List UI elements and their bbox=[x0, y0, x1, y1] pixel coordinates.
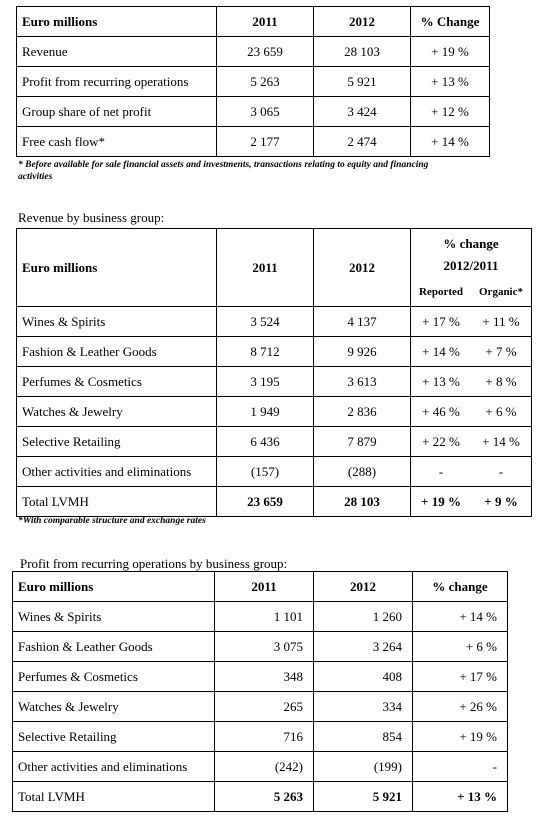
profit-value-2011: 3 075 bbox=[215, 632, 314, 662]
summary-value-2012: 5 921 bbox=[314, 67, 411, 97]
summary-row bbox=[17, 97, 490, 127]
revenue-header-2012: 2012 bbox=[314, 229, 411, 307]
revenue-value-2011: 3 195 bbox=[217, 367, 314, 397]
revenue-value-organic: + 14 % bbox=[471, 427, 532, 457]
revenue-header-2011: 2011 bbox=[217, 229, 314, 307]
profit-row bbox=[13, 602, 508, 632]
revenue-total-row bbox=[17, 487, 532, 517]
profit-value-change: + 17 % bbox=[413, 662, 508, 692]
revenue-value-reported: + 22 % bbox=[411, 427, 472, 457]
summary-value-2011: 3 065 bbox=[217, 97, 314, 127]
summary-value-2011: 5 263 bbox=[217, 67, 314, 97]
profit-row-label: Selective Retailing bbox=[13, 722, 215, 752]
revenue-row bbox=[17, 427, 532, 457]
revenue-value-reported: + 46 % bbox=[411, 397, 472, 427]
profit-value-2011: 716 bbox=[215, 722, 314, 752]
profit-header-label: Euro millions bbox=[13, 572, 215, 602]
revenue-footnote: *With comparable structure and exchange rates bbox=[18, 516, 206, 526]
summary-header-change: % Change bbox=[411, 7, 490, 37]
summary-value-change: + 19 % bbox=[411, 37, 490, 67]
revenue-value-reported: + 17 % bbox=[411, 307, 472, 337]
revenue-caption: Revenue by business group: bbox=[18, 210, 165, 225]
revenue-row bbox=[17, 367, 532, 397]
summary-value-2012: 3 424 bbox=[314, 97, 411, 127]
summary-value-change: + 13 % bbox=[411, 67, 490, 97]
summary-value-2012: 28 103 bbox=[314, 37, 411, 67]
summary-row-label: Profit from recurring operations bbox=[17, 67, 217, 97]
profit-value-change: + 6 % bbox=[413, 632, 508, 662]
revenue-value-2012: 7 879 bbox=[314, 427, 411, 457]
profit-row-label: Fashion & Leather Goods bbox=[13, 632, 215, 662]
profit-value-change: + 19 % bbox=[413, 722, 508, 752]
revenue-value-organic: + 6 % bbox=[471, 397, 532, 427]
revenue-header-organic: Organic* bbox=[471, 277, 532, 307]
revenue-value-2011: 6 436 bbox=[217, 427, 314, 457]
profit-row-label: Total LVMH bbox=[13, 782, 215, 812]
summary-header-row bbox=[17, 7, 490, 37]
revenue-value-organic: - bbox=[471, 457, 532, 487]
revenue-value-organic: + 8 % bbox=[471, 367, 532, 397]
profit-body bbox=[13, 602, 508, 812]
profit-row-label: Other activities and eliminations bbox=[13, 752, 215, 782]
revenue-value-2012: 2 836 bbox=[314, 397, 411, 427]
summary-row bbox=[17, 67, 490, 97]
profit-value-2011: 348 bbox=[215, 662, 314, 692]
profit-value-2011: 265 bbox=[215, 692, 314, 722]
revenue-header-row-1 bbox=[17, 229, 532, 256]
profit-row-label: Wines & Spirits bbox=[13, 602, 215, 632]
profit-row bbox=[13, 692, 508, 722]
profit-value-2011: (242) bbox=[215, 752, 314, 782]
revenue-value-reported: + 19 % bbox=[411, 487, 472, 517]
profit-row-label: Watches & Jewelry bbox=[13, 692, 215, 722]
summary-value-2011: 2 177 bbox=[217, 127, 314, 157]
profit-value-change: - bbox=[413, 752, 508, 782]
profit-value-2012: 408 bbox=[314, 662, 413, 692]
summary-table bbox=[16, 6, 490, 157]
revenue-value-2011: (157) bbox=[217, 457, 314, 487]
summary-row bbox=[17, 37, 490, 67]
profit-total-row bbox=[13, 782, 508, 812]
profit-header-2012: 2012 bbox=[314, 572, 413, 602]
revenue-value-organic: + 7 % bbox=[471, 337, 532, 367]
revenue-value-2012: 3 613 bbox=[314, 367, 411, 397]
revenue-body bbox=[17, 307, 532, 517]
revenue-value-organic: + 9 % bbox=[471, 487, 532, 517]
revenue-value-reported: - bbox=[411, 457, 472, 487]
summary-row-label: Revenue bbox=[17, 37, 217, 67]
profit-row-label: Perfumes & Cosmetics bbox=[13, 662, 215, 692]
revenue-value-reported: + 13 % bbox=[411, 367, 472, 397]
profit-value-2011: 5 263 bbox=[215, 782, 314, 812]
profit-value-2012: 1 260 bbox=[314, 602, 413, 632]
profit-caption: Profit from recurring operations by business group: bbox=[20, 556, 288, 571]
revenue-row-label: Watches & Jewelry bbox=[17, 397, 217, 427]
summary-header-label: Euro millions bbox=[17, 7, 217, 37]
profit-value-2012: 854 bbox=[314, 722, 413, 752]
revenue-row bbox=[17, 457, 532, 487]
summary-row-label: Free cash flow* bbox=[17, 127, 217, 157]
summary-value-change: + 12 % bbox=[411, 97, 490, 127]
summary-row bbox=[17, 127, 490, 157]
summary-value-2012: 2 474 bbox=[314, 127, 411, 157]
summary-header-2012: 2012 bbox=[314, 7, 411, 37]
profit-value-change: + 26 % bbox=[413, 692, 508, 722]
revenue-header-change: % change bbox=[411, 229, 532, 256]
profit-value-2012: 3 264 bbox=[314, 632, 413, 662]
revenue-value-2011: 8 712 bbox=[217, 337, 314, 367]
profit-value-2012: 5 921 bbox=[314, 782, 413, 812]
revenue-row-label: Selective Retailing bbox=[17, 427, 217, 457]
revenue-row-label: Fashion & Leather Goods bbox=[17, 337, 217, 367]
revenue-row bbox=[17, 307, 532, 337]
revenue-value-2011: 1 949 bbox=[217, 397, 314, 427]
summary-body bbox=[17, 37, 490, 157]
profit-table bbox=[12, 571, 508, 812]
profit-value-2011: 1 101 bbox=[215, 602, 314, 632]
profit-row bbox=[13, 662, 508, 692]
summary-row-label: Group share of net profit bbox=[17, 97, 217, 127]
revenue-value-reported: + 14 % bbox=[411, 337, 472, 367]
revenue-row bbox=[17, 337, 532, 367]
revenue-row-label: Wines & Spirits bbox=[17, 307, 217, 337]
profit-value-change: + 14 % bbox=[413, 602, 508, 632]
summary-header-2011: 2011 bbox=[217, 7, 314, 37]
revenue-table bbox=[16, 228, 532, 517]
revenue-value-2012: (288) bbox=[314, 457, 411, 487]
profit-header-change: % change bbox=[413, 572, 508, 602]
profit-value-2012: 334 bbox=[314, 692, 413, 722]
revenue-row-label: Other activities and eliminations bbox=[17, 457, 217, 487]
profit-row bbox=[13, 752, 508, 782]
profit-row bbox=[13, 632, 508, 662]
profit-header-2011: 2011 bbox=[215, 572, 314, 602]
profit-row bbox=[13, 722, 508, 752]
summary-value-2011: 23 659 bbox=[217, 37, 314, 67]
revenue-value-2012: 28 103 bbox=[314, 487, 411, 517]
revenue-value-organic: + 11 % bbox=[471, 307, 532, 337]
summary-footnote: * Before available for sale financial assets and investments, transactions relating to equity and financing activities bbox=[18, 160, 429, 182]
summary-value-change: + 14 % bbox=[411, 127, 490, 157]
revenue-value-2012: 4 137 bbox=[314, 307, 411, 337]
revenue-value-2011: 3 524 bbox=[217, 307, 314, 337]
profit-value-2012: (199) bbox=[314, 752, 413, 782]
profit-value-change: + 13 % bbox=[413, 782, 508, 812]
revenue-header-period: 2012/2011 bbox=[411, 255, 532, 277]
revenue-row bbox=[17, 397, 532, 427]
revenue-header-label: Euro millions bbox=[17, 229, 217, 307]
revenue-value-2012: 9 926 bbox=[314, 337, 411, 367]
profit-header-row bbox=[13, 572, 508, 602]
revenue-row-label: Total LVMH bbox=[17, 487, 217, 517]
revenue-value-2011: 23 659 bbox=[217, 487, 314, 517]
revenue-row-label: Perfumes & Cosmetics bbox=[17, 367, 217, 397]
revenue-header-reported: Reported bbox=[411, 277, 472, 307]
